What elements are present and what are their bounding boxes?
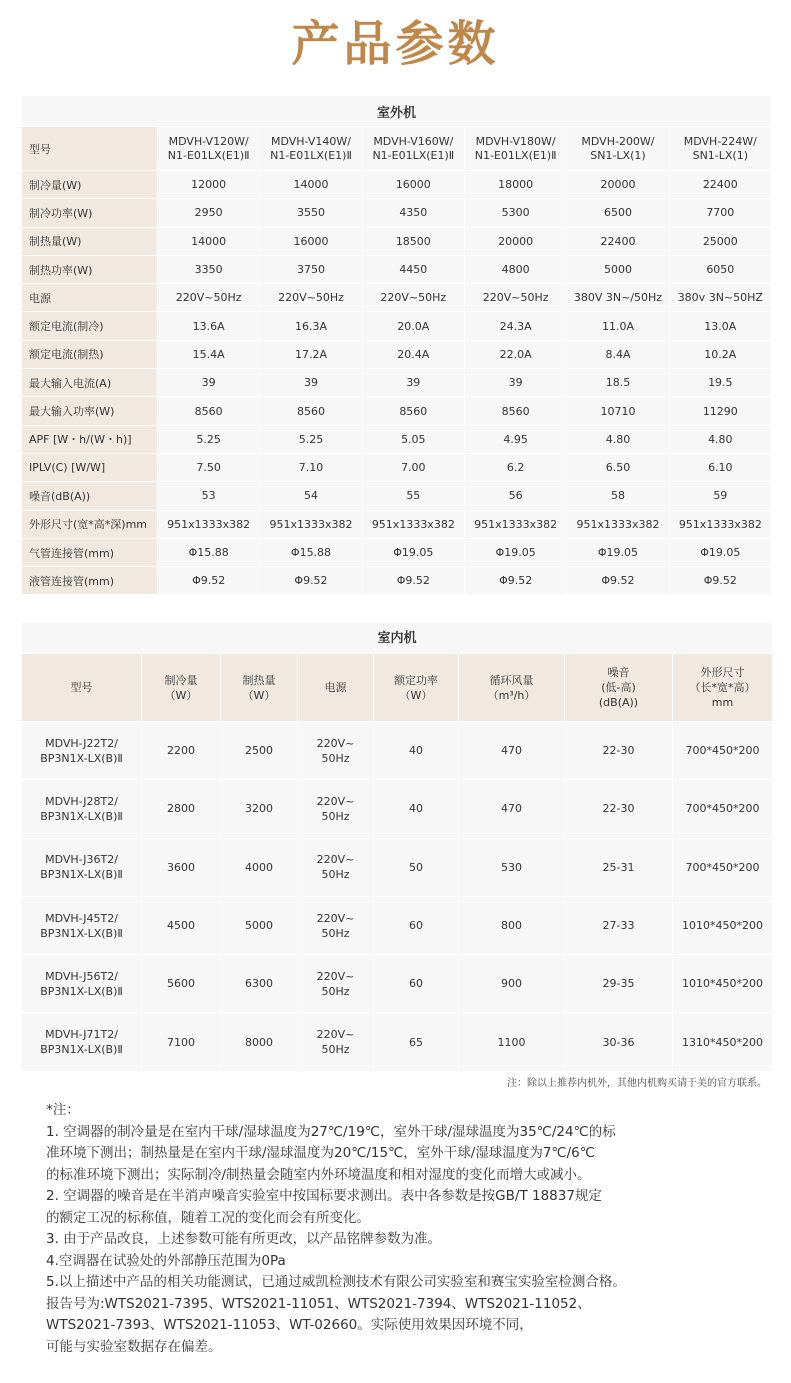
cell-line: MDVH-V140W/ <box>270 134 351 148</box>
value-cell <box>221 896 298 954</box>
outdoor-banner: 室外机 <box>22 96 772 127</box>
value-cell <box>673 838 773 896</box>
value-cell <box>374 780 459 838</box>
value-cell: 8.4A <box>567 340 669 368</box>
note-line: 的额定工况的标称值，随着工况的变化而会有所变化。 <box>46 1209 370 1226</box>
table-footnote: 注：除以上推荐内机外，其他内机购买请于美的官方联系。 <box>507 1078 767 1089</box>
indoor-banner: 室内机 <box>22 623 773 654</box>
value-cell <box>22 780 142 838</box>
cell-line: MDVH-V160W/ <box>373 134 454 148</box>
row-label: 电源 <box>22 284 158 312</box>
cell-line: MDVH-J22T2/ <box>45 736 118 750</box>
cell-line: 60 <box>409 977 423 991</box>
cell-line: 50Hz <box>321 751 350 765</box>
value-cell: 22400 <box>567 227 669 255</box>
cell-line: 40 <box>409 744 423 758</box>
value-cell: 220V~50Hz <box>260 284 362 312</box>
column-header <box>673 654 773 722</box>
cell-line: MDVH-J36T2/ <box>45 853 118 867</box>
value-cell: Φ19.05 <box>362 538 464 566</box>
note-line: 的标准环境下测出；实际制冷/制热量会随室内外环境温度和相对湿度的变化而增大或减小。 <box>46 1166 591 1183</box>
column-header <box>221 654 298 722</box>
value-cell: 7700 <box>669 199 771 227</box>
table-row <box>22 1013 773 1071</box>
cell-line: 制热量 <box>242 673 276 687</box>
cell-line: BP3N1X-LX(B)Ⅱ <box>40 926 123 940</box>
value-cell: 4450 <box>362 255 464 283</box>
value-cell <box>22 955 142 1013</box>
note-line: WTS2021-7393、WTS2021-11053、WT-02660。实际使用效果因环境不同， <box>46 1317 533 1333</box>
value-cell <box>221 955 298 1013</box>
value-cell: 17.2A <box>260 340 362 368</box>
row-label: 气管连接管(mm) <box>22 538 158 566</box>
row-label: 制热量(W) <box>22 227 158 255</box>
value-cell: 14000 <box>158 227 260 255</box>
table-row <box>22 538 772 566</box>
model-cell <box>158 127 260 171</box>
value-cell: 19.5 <box>669 369 771 397</box>
model-cell <box>464 127 566 171</box>
value-cell <box>142 1013 221 1071</box>
value-cell: 4.95 <box>464 425 566 453</box>
value-cell <box>221 1013 298 1071</box>
cell-line: （W） <box>399 688 433 702</box>
cell-line: SN1-LX(1) <box>590 148 646 162</box>
value-cell <box>673 722 773 780</box>
value-cell <box>565 896 673 954</box>
cell-line: MDVH-V120W/ <box>168 134 249 148</box>
value-cell: 4800 <box>464 255 566 283</box>
row-label: 噪音(dB(A)) <box>22 482 158 510</box>
value-cell: 20.4A <box>362 340 464 368</box>
column-header <box>142 654 221 722</box>
cell-line: N1-E01LX(E1)Ⅱ <box>270 148 352 162</box>
value-cell: 15.4A <box>158 340 260 368</box>
notes-section <box>46 1100 766 1358</box>
cell-line: 循环风量 <box>489 673 534 687</box>
value-cell <box>374 955 459 1013</box>
cell-line: BP3N1X-LX(B)Ⅱ <box>40 751 123 765</box>
cell-line: 5600 <box>167 977 195 991</box>
cell-line: N1-E01LX(E1)Ⅱ <box>474 148 557 162</box>
value-cell: 951x1333x382 <box>464 510 566 538</box>
value-cell: 3750 <box>260 255 362 283</box>
cell-line: N1-E01LX(E1)Ⅱ <box>372 148 455 162</box>
table-row <box>22 482 772 510</box>
value-cell <box>298 955 374 1013</box>
value-cell <box>673 780 773 838</box>
table-row <box>22 896 773 954</box>
cell-line: 60 <box>409 919 423 933</box>
value-cell: 6500 <box>567 199 669 227</box>
cell-line: (dB(A)) <box>598 696 639 709</box>
value-cell: 8560 <box>464 397 566 425</box>
column-header <box>459 654 565 722</box>
cell-line: 50Hz <box>321 809 350 823</box>
value-cell: 13.0A <box>669 312 771 340</box>
value-cell <box>142 780 221 838</box>
cell-line: 30-36 <box>602 1035 635 1049</box>
cell-line: 50Hz <box>321 868 350 882</box>
value-cell: 16000 <box>362 171 464 199</box>
cell-line: 470 <box>501 802 522 816</box>
row-label: 制冷功率(W) <box>22 199 158 227</box>
note-line: 可能与实验室数据存在偏差。 <box>46 1338 222 1355</box>
value-cell <box>221 838 298 896</box>
value-cell: 59 <box>669 482 771 510</box>
value-cell <box>459 780 565 838</box>
row-label: 制热功率(W) <box>22 255 158 283</box>
cell-line: 1010*450*200 <box>682 977 763 991</box>
cell-line: 2800 <box>167 802 195 816</box>
cell-line: 50 <box>409 860 423 874</box>
cell-line: 65 <box>409 1035 423 1049</box>
cell-line: 27-33 <box>602 919 635 933</box>
value-cell: 8560 <box>158 397 260 425</box>
value-cell <box>142 955 221 1013</box>
cell-line: 型号 <box>70 681 93 694</box>
value-cell: 53 <box>158 482 260 510</box>
note-line: 准环境下测出；制热量是在室内干球/湿球温度为20℃/15℃，室外干球/湿球温度为7℃/6℃ <box>46 1145 595 1161</box>
cell-line: 220V~ <box>316 794 355 808</box>
value-cell <box>374 722 459 780</box>
row-label: 最大输入功率(W) <box>22 397 158 425</box>
value-cell: 2950 <box>158 199 260 227</box>
value-cell: 12000 <box>158 171 260 199</box>
cell-line: 470 <box>501 744 522 758</box>
row-label: 额定电流(制冷) <box>22 312 158 340</box>
value-cell: Φ9.52 <box>362 567 464 595</box>
table-row <box>22 838 773 896</box>
value-cell <box>221 780 298 838</box>
column-header <box>374 654 459 722</box>
value-cell: Φ15.88 <box>260 538 362 566</box>
value-cell: 25000 <box>669 227 771 255</box>
note-line: 3. 由于产品改良，上述参数可能有所更改，以产品铭牌参数为准。 <box>46 1231 442 1247</box>
cell-line: 2200 <box>167 744 195 758</box>
value-cell: 6050 <box>669 255 771 283</box>
note-line: *注： <box>46 1102 80 1118</box>
value-cell: 13.6A <box>158 312 260 340</box>
value-cell <box>22 1013 142 1071</box>
value-cell <box>459 955 565 1013</box>
value-cell: Φ9.52 <box>260 567 362 595</box>
table-row <box>22 722 773 780</box>
value-cell: 380V 3N~/50Hz <box>567 284 669 312</box>
value-cell: 951x1333x382 <box>362 510 464 538</box>
value-cell: 18000 <box>464 171 566 199</box>
value-cell: 3350 <box>158 255 260 283</box>
cell-line: SN1-LX(1) <box>692 148 749 162</box>
row-label: 液管连接管(mm) <box>22 567 158 595</box>
value-cell <box>565 722 673 780</box>
value-cell: 16000 <box>260 227 362 255</box>
value-cell <box>374 838 459 896</box>
cell-line: MDVH-J71T2/ <box>45 1028 118 1042</box>
cell-line: N1-E01LX(E1)Ⅱ <box>167 148 250 162</box>
table-row <box>22 780 773 838</box>
value-cell: Φ9.52 <box>464 567 566 595</box>
value-cell: 18.5 <box>567 369 669 397</box>
cell-line: 8000 <box>245 1035 273 1049</box>
table-row <box>22 340 772 368</box>
cell-line: 4500 <box>167 919 195 933</box>
value-cell <box>673 955 773 1013</box>
cell-line: 50Hz <box>321 984 350 998</box>
table-row <box>22 425 772 453</box>
value-cell: 20000 <box>464 227 566 255</box>
value-cell: 951x1333x382 <box>158 510 260 538</box>
table-row <box>22 453 772 481</box>
value-cell <box>565 1013 673 1071</box>
value-cell: 5300 <box>464 199 566 227</box>
note-line: 2. 空调器的噪音是在半消声噪音实验室中按国标要求测出。表中各参数是按GB/T 18837规定 <box>46 1188 602 1204</box>
cell-line: 额定功率 <box>394 673 438 687</box>
value-cell <box>142 896 221 954</box>
value-cell: 22400 <box>669 171 771 199</box>
row-label: 外形尺寸(宽*高*深)mm <box>22 510 158 538</box>
value-cell <box>374 1013 459 1071</box>
column-header <box>22 654 142 722</box>
table-row <box>22 284 772 312</box>
value-cell: 58 <box>567 482 669 510</box>
value-cell: 5000 <box>567 255 669 283</box>
cell-line: BP3N1X-LX(B)Ⅱ <box>40 1043 123 1057</box>
value-cell <box>673 896 773 954</box>
value-cell: 39 <box>464 369 566 397</box>
cell-line: 噪音 <box>607 666 630 679</box>
cell-line: 220V~ <box>316 911 355 925</box>
column-header <box>565 654 673 722</box>
cell-line: MDVH-200W/ <box>581 134 655 148</box>
value-cell: 220V~50Hz <box>362 284 464 312</box>
table-row <box>22 312 772 340</box>
cell-line: 700*450*200 <box>685 802 760 816</box>
value-cell <box>22 722 142 780</box>
value-cell: Φ19.05 <box>567 538 669 566</box>
cell-line: 220V~ <box>316 853 355 867</box>
value-cell <box>673 1013 773 1071</box>
cell-line: 22-30 <box>602 802 635 816</box>
table-row <box>22 510 772 538</box>
cell-line: 25-31 <box>602 860 635 874</box>
cell-line: 22-30 <box>602 744 635 758</box>
note-line: 报告号为:WTS2021-7395、WTS2021-11051、WTS2021-7394、WTS2021-11052、 <box>46 1295 591 1312</box>
value-cell: 22.0A <box>464 340 566 368</box>
value-cell: 54 <box>260 482 362 510</box>
cell-line: 530 <box>501 860 522 874</box>
value-cell: Φ9.52 <box>567 567 669 595</box>
cell-line: 电源 <box>324 681 347 694</box>
value-cell: 8560 <box>260 397 362 425</box>
value-cell: 6.2 <box>464 453 566 481</box>
value-cell <box>22 838 142 896</box>
table-row <box>22 567 772 595</box>
value-cell: 5.25 <box>158 425 260 453</box>
value-cell <box>221 722 298 780</box>
outdoor-spec-table <box>21 95 772 595</box>
value-cell <box>142 838 221 896</box>
page-title: 产品参数 <box>291 16 500 72</box>
value-cell: 4350 <box>362 199 464 227</box>
cell-line: 220V~ <box>316 1028 355 1042</box>
value-cell: 14000 <box>260 171 362 199</box>
cell-line: 700*450*200 <box>685 744 760 758</box>
cell-line: 3200 <box>245 802 273 816</box>
table-row <box>22 955 773 1013</box>
value-cell: 5.25 <box>260 425 362 453</box>
note-line: 4.空调器在试验处的外部静压范围为0Pa <box>46 1252 286 1269</box>
value-cell: 16.3A <box>260 312 362 340</box>
value-cell: Φ19.05 <box>464 538 566 566</box>
cell-line: （W） <box>242 688 276 702</box>
cell-line: MDVH-J56T2/ <box>45 969 118 983</box>
model-label: 型号 <box>22 127 158 171</box>
value-cell: 3550 <box>260 199 362 227</box>
value-cell <box>565 955 673 1013</box>
cell-line: 50Hz <box>321 1043 350 1057</box>
cell-line: 700*450*200 <box>685 860 760 874</box>
value-cell: Φ9.52 <box>158 567 260 595</box>
value-cell <box>298 780 374 838</box>
row-label: IPLV(C) [W/W] <box>22 453 158 481</box>
value-cell: 4.80 <box>669 425 771 453</box>
value-cell <box>22 896 142 954</box>
value-cell: 39 <box>362 369 464 397</box>
value-cell <box>298 1013 374 1071</box>
value-cell: 24.3A <box>464 312 566 340</box>
cell-line: BP3N1X-LX(B)Ⅱ <box>40 809 123 823</box>
row-label: 制冷量(W) <box>22 171 158 199</box>
cell-line: MDVH-J45T2/ <box>45 911 118 925</box>
model-cell <box>260 127 362 171</box>
table-row <box>22 397 772 425</box>
cell-line: 2500 <box>245 744 273 758</box>
value-cell: 39 <box>158 369 260 397</box>
cell-line: （W） <box>164 688 198 702</box>
cell-line: 3600 <box>167 860 195 874</box>
value-cell: 18500 <box>362 227 464 255</box>
indoor-header-row <box>22 654 773 722</box>
value-cell: Φ19.05 <box>669 538 771 566</box>
table-row <box>22 255 772 283</box>
model-cell <box>567 127 669 171</box>
value-cell <box>459 896 565 954</box>
cell-line: 40 <box>409 802 423 816</box>
cell-line: 29-35 <box>602 977 635 991</box>
cell-line: mm <box>711 696 734 709</box>
row-label: 额定电流(制热) <box>22 340 158 368</box>
cell-line: 外形尺寸 <box>700 666 745 679</box>
cell-line: MDVH-J28T2/ <box>45 794 118 808</box>
cell-line: 900 <box>501 977 522 991</box>
cell-line: 220V~ <box>316 969 355 983</box>
cell-line: MDVH-V180W/ <box>475 134 556 148</box>
value-cell: 55 <box>362 482 464 510</box>
cell-line: MDVH-224W/ <box>683 134 757 148</box>
cell-line: 1010*450*200 <box>682 919 763 933</box>
value-cell: 6.10 <box>669 453 771 481</box>
cell-line: 50Hz <box>321 926 350 940</box>
table-row <box>22 171 772 199</box>
note-line: 5.以上描述中产品的相关功能测试，已通过威凯检测技术有限公司实验室和赛宝实验室检测合格。 <box>46 1274 626 1290</box>
value-cell: 5.05 <box>362 425 464 453</box>
model-cell <box>362 127 464 171</box>
value-cell <box>565 780 673 838</box>
note-line: 1. 空调器的制冷量是在室内干球/湿球温度为27℃/19℃，室外干球/湿球温度为35℃/24℃的标 <box>46 1123 616 1140</box>
value-cell <box>298 896 374 954</box>
cell-line: 1100 <box>497 1035 526 1049</box>
cell-line: 1310*450*200 <box>682 1035 763 1049</box>
cell-line: （长*宽*高） <box>689 681 756 694</box>
value-cell: 11.0A <box>567 312 669 340</box>
column-header <box>298 654 374 722</box>
value-cell: 951x1333x382 <box>567 510 669 538</box>
cell-line: 制冷量 <box>164 673 198 687</box>
value-cell: 7.10 <box>260 453 362 481</box>
value-cell <box>459 1013 565 1071</box>
cell-line: 6300 <box>245 977 273 991</box>
value-cell <box>565 838 673 896</box>
cell-line: （m³/h） <box>487 688 536 702</box>
table-row <box>22 227 772 255</box>
value-cell <box>459 838 565 896</box>
cell-line: (低-高) <box>601 681 636 694</box>
cell-line: 800 <box>501 919 522 933</box>
cell-line: BP3N1X-LX(B)Ⅱ <box>40 984 123 998</box>
value-cell <box>298 722 374 780</box>
value-cell <box>142 722 221 780</box>
value-cell: 7.50 <box>158 453 260 481</box>
model-cell <box>669 127 771 171</box>
value-cell: 20000 <box>567 171 669 199</box>
value-cell: 220V~50Hz <box>158 284 260 312</box>
value-cell: 380v 3N~50HZ <box>669 284 771 312</box>
value-cell: 8560 <box>362 397 464 425</box>
value-cell: 20.0A <box>362 312 464 340</box>
value-cell: 39 <box>260 369 362 397</box>
cell-line: 5000 <box>245 919 273 933</box>
value-cell: 10.2A <box>669 340 771 368</box>
value-cell: Φ9.52 <box>669 567 771 595</box>
row-label: APF [W・h/(W・h)] <box>22 425 158 453</box>
value-cell: Φ15.88 <box>158 538 260 566</box>
cell-line: 4000 <box>245 860 273 874</box>
value-cell: 4.80 <box>567 425 669 453</box>
cell-line: 220V~ <box>316 736 355 750</box>
value-cell: 6.50 <box>567 453 669 481</box>
value-cell: 11290 <box>669 397 771 425</box>
value-cell: 56 <box>464 482 566 510</box>
value-cell: 7.00 <box>362 453 464 481</box>
value-cell: 951x1333x382 <box>669 510 771 538</box>
value-cell <box>374 896 459 954</box>
value-cell: 10710 <box>567 397 669 425</box>
table-row <box>22 369 772 397</box>
value-cell: 220V~50Hz <box>464 284 566 312</box>
row-label: 最大输入电流(A) <box>22 369 158 397</box>
value-cell: 951x1333x382 <box>260 510 362 538</box>
outdoor-model-row <box>22 127 772 171</box>
value-cell <box>298 838 374 896</box>
cell-line: 7100 <box>167 1035 195 1049</box>
cell-line: BP3N1X-LX(B)Ⅱ <box>40 868 123 882</box>
table-row <box>22 199 772 227</box>
value-cell <box>459 722 565 780</box>
indoor-spec-table <box>21 622 773 1072</box>
